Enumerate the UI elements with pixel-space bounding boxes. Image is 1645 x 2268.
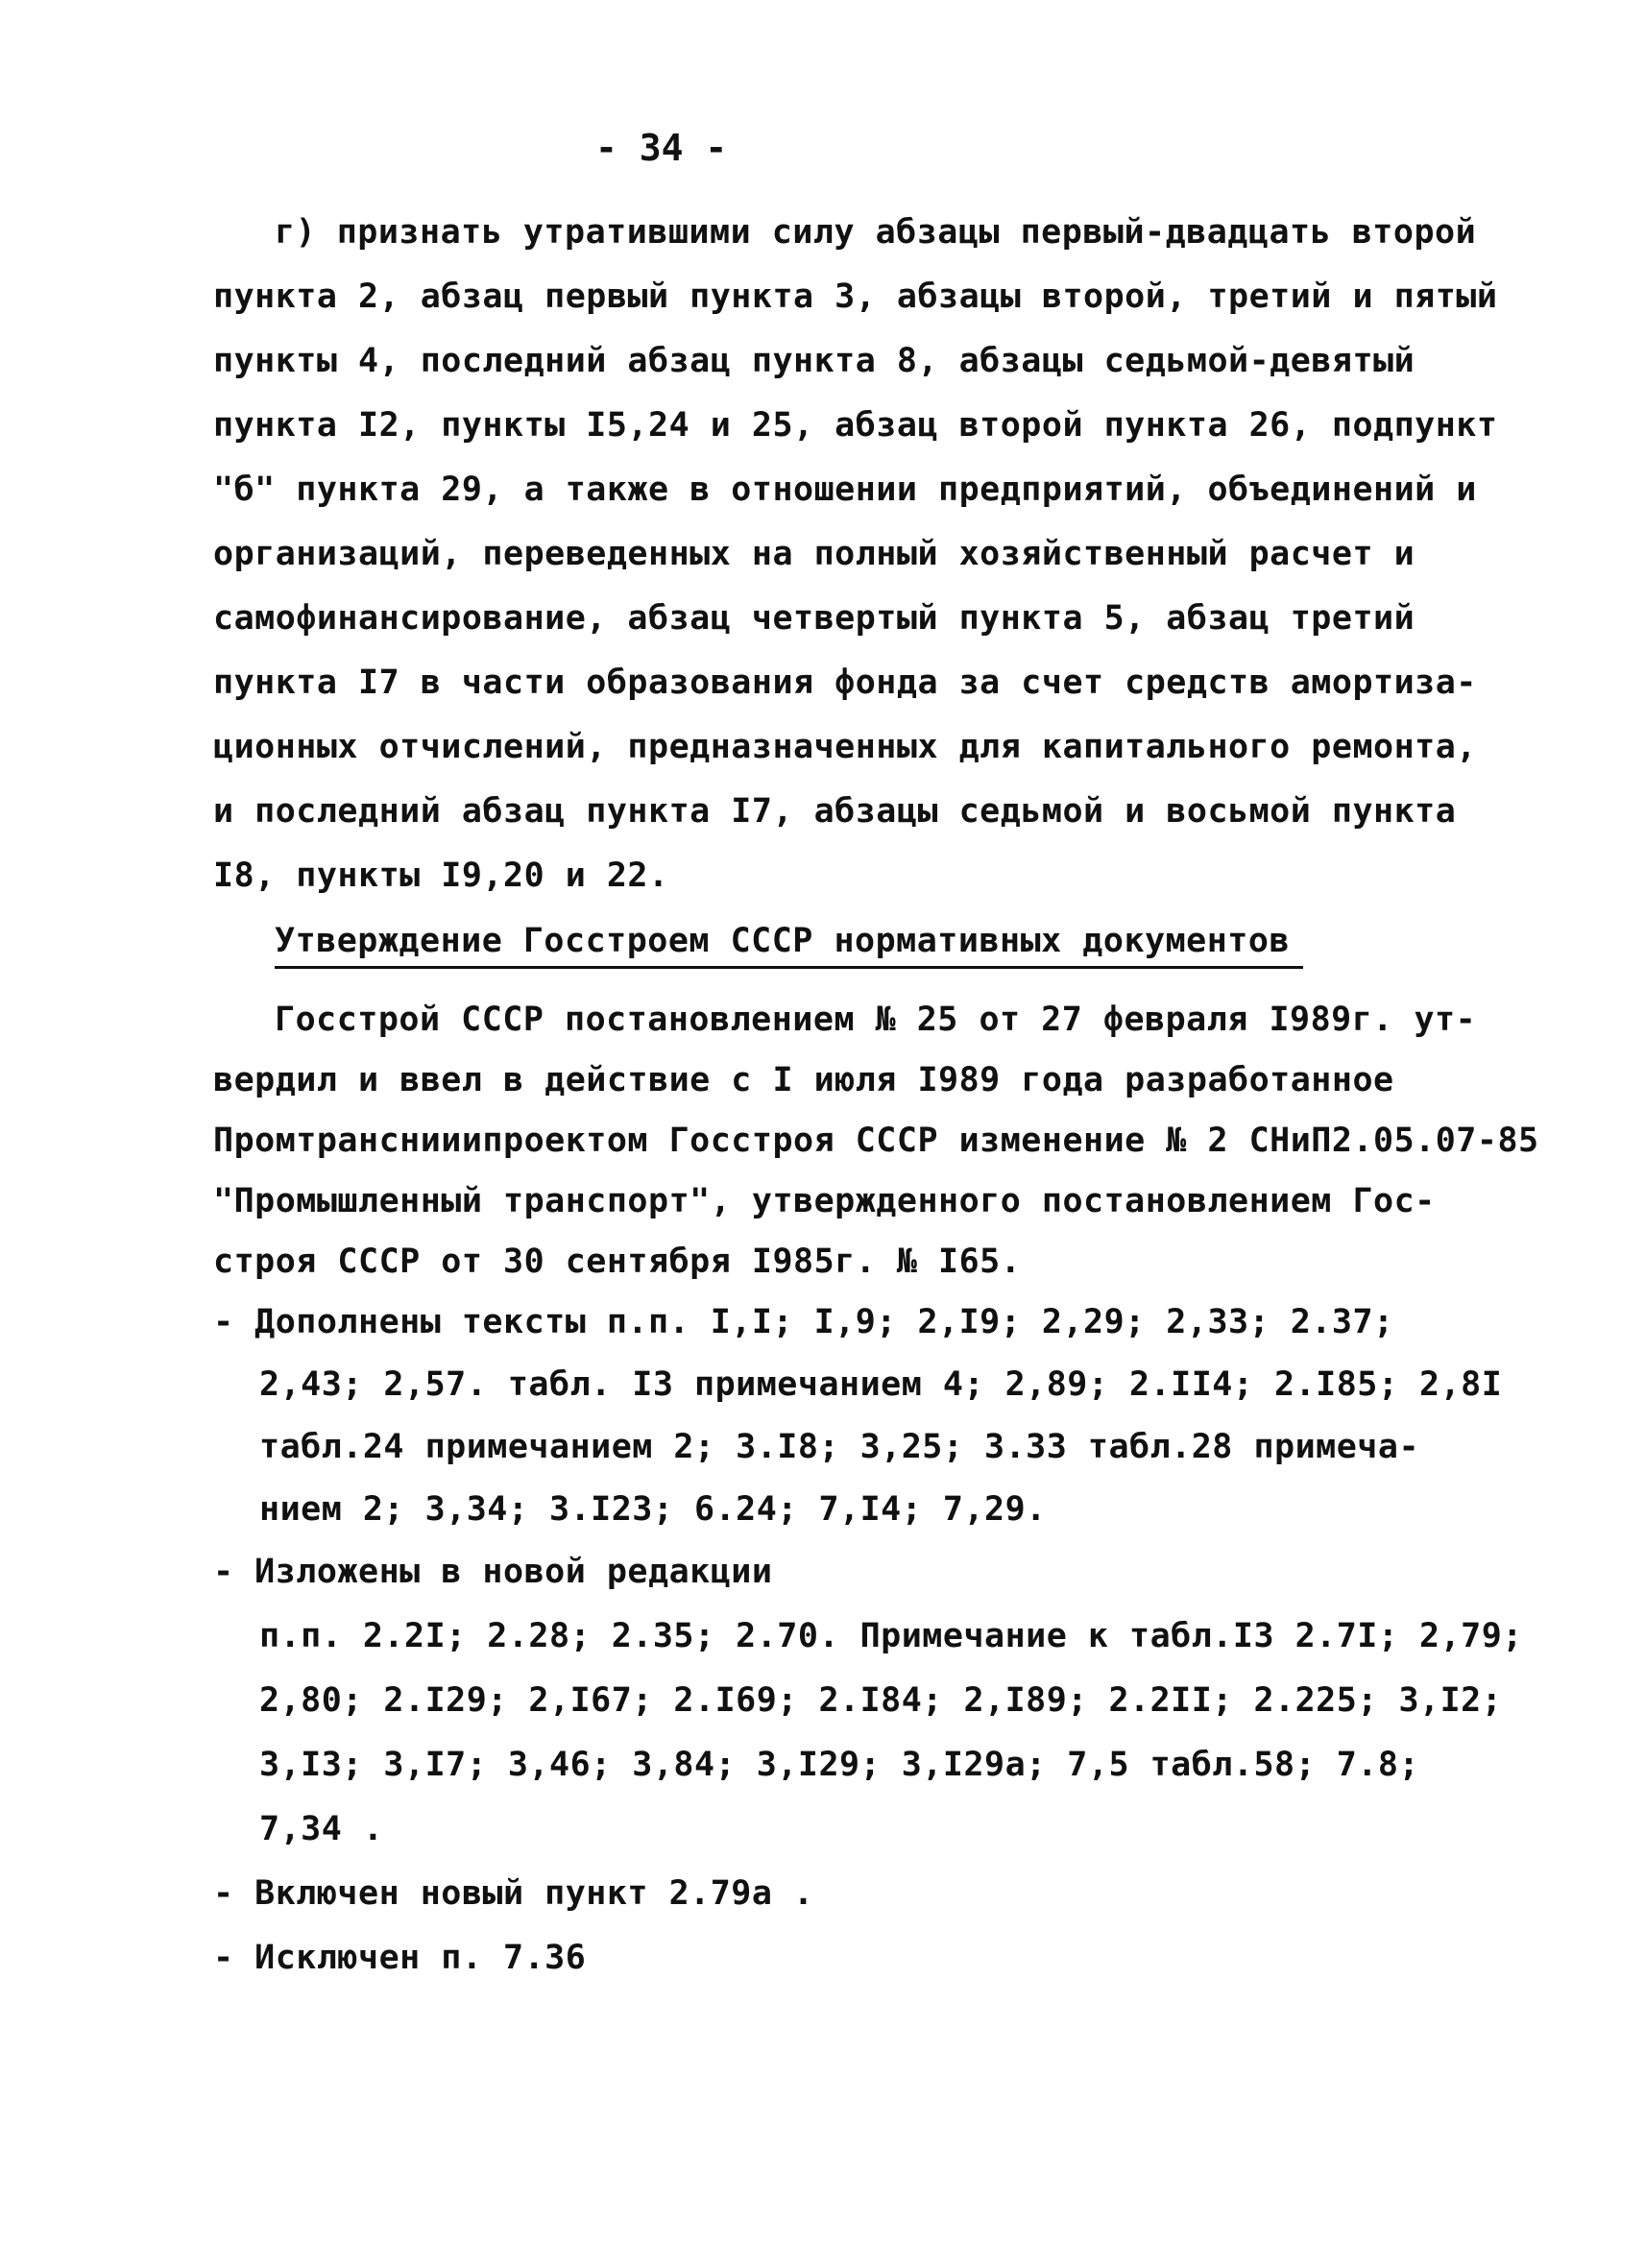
- text-line: нием 2; 3,34; 3.I23; 6.24; 7,I4; 7,29.: [259, 1490, 1047, 1529]
- section-heading: Утверждение Госстроем СССР нормативных документов: [275, 920, 1303, 969]
- text-line: 2,80; 2.I29; 2,I67; 2.I69; 2.I84; 2,I89; 2.2II; 2.225; 3,I2;: [259, 1681, 1503, 1720]
- text-line: "Промышленный транспорт", утвержденного постановлением Гос-: [213, 1182, 1436, 1220]
- text-line: вердил и ввел в действие с I июля I989 года разработанное: [213, 1061, 1394, 1099]
- text-line: 7,34 .: [259, 1810, 384, 1848]
- text-line: табл.24 примечанием 2; 3.I8; 3,25; 3.33 табл.28 примеча-: [259, 1428, 1420, 1466]
- text-line: п.п. 2.2I; 2.28; 2.35; 2.70. Примечание к табл.I3 2.7I; 2,79;: [259, 1617, 1523, 1655]
- text-line: - Дополнены тексты п.п. I,I; I,9; 2,I9; 2,29; 2,33; 2.37;: [213, 1303, 1394, 1341]
- text-line: пункта I7 в части образования фонда за счет средств амортиза-: [213, 664, 1477, 702]
- text-line: и последний абзац пункта I7, абзацы седьмой и восьмой пункта: [213, 792, 1457, 831]
- page-number: - 34 -: [595, 127, 728, 169]
- text-line: пункта I2, пункты I5,24 и 25, абзац второй пункта 26, подпункт: [213, 406, 1498, 445]
- text-line: самофинансирование, абзац четвертый пункта 5, абзац третий: [213, 599, 1415, 638]
- text-line: - Изложены в новой редакции: [213, 1553, 773, 1591]
- text-line: строя СССР от 30 сентября I985г. № I65.: [213, 1243, 1022, 1281]
- text-line: - Включен новый пункт 2.79а .: [213, 1874, 814, 1913]
- text-line: Госстрой СССР постановлением № 25 от 27 февраля I989г. ут-: [275, 1001, 1477, 1039]
- text-line: "б" пункта 29, а также в отношении предприятий, объединений и: [213, 470, 1477, 509]
- text-line: 3,I3; 3,I7; 3,46; 3,84; 3,I29; 3,I29а; 7,5 табл.58; 7.8;: [259, 1746, 1420, 1784]
- text-line: ционных отчислений, предназначенных для капитального ремонта,: [213, 728, 1477, 766]
- text-line: I8, пункты I9,20 и 22.: [213, 857, 669, 895]
- text-line: - Исключен п. 7.36: [213, 1939, 587, 1977]
- text-line: г) признать утратившими силу абзацы первый-двадцать второй: [275, 213, 1477, 252]
- text-line: пункты 4, последний абзац пункта 8, абзацы седьмой-девятый: [213, 342, 1415, 380]
- text-line: организаций, переведенных на полный хозяйственный расчет и: [213, 535, 1415, 573]
- text-line: Промтранснииипроектом Госстроя СССР изменение № 2 СНиП2.05.07-85: [213, 1122, 1539, 1160]
- text-line: пункта 2, абзац первый пункта 3, абзацы второй, третий и пятый: [213, 277, 1498, 316]
- text-line: 2,43; 2,57. табл. I3 примечанием 4; 2,89; 2.II4; 2.I85; 2,8I: [259, 1365, 1503, 1404]
